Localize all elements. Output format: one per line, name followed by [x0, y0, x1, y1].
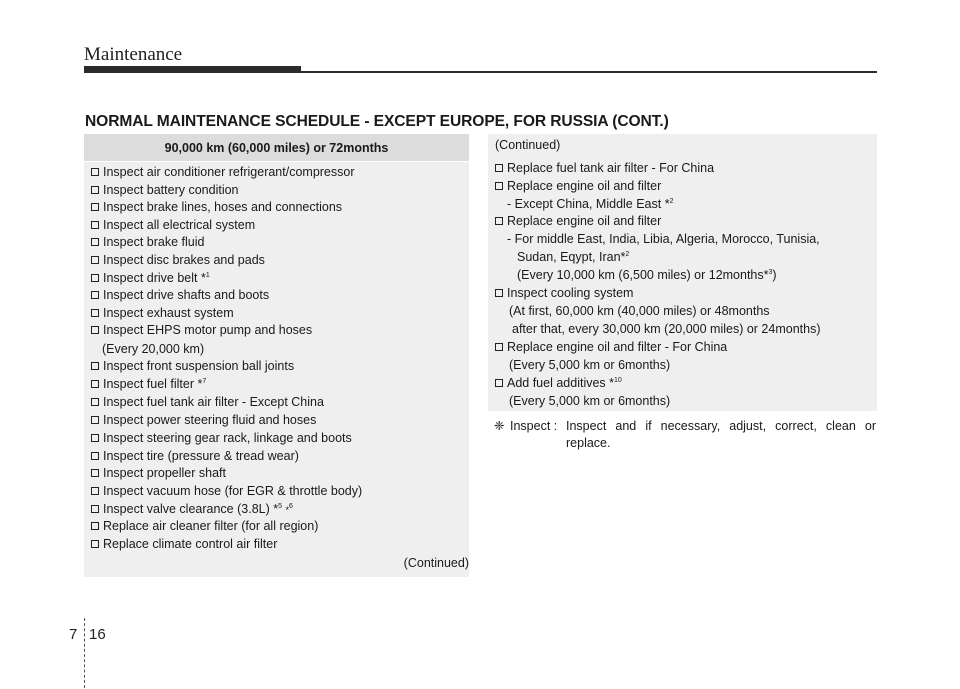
list-item	[91, 430, 352, 447]
note-text: Inspect and if necessary, adjust, correct, clean or replace.	[566, 419, 876, 450]
inspect-note	[494, 418, 876, 452]
footnote-ref: 2	[625, 251, 630, 258]
item-text: Inspect brake lines, hoses and connections	[103, 200, 343, 214]
item-text: Inspect all electrical system	[103, 218, 256, 232]
checkbox-icon	[91, 522, 99, 530]
item-text: Add fuel additives *	[507, 376, 615, 390]
item-text: Replace engine oil and filter - For China	[507, 340, 728, 354]
checkbox-icon	[91, 186, 99, 194]
header-rule-thick	[84, 66, 301, 73]
list-item	[91, 322, 312, 339]
item-text: Replace climate control air filter	[103, 537, 278, 551]
item-text: Inspect propeller shaft	[103, 466, 226, 480]
checkbox-icon	[91, 362, 99, 370]
list-subline: (Every 5,000 km or 6months)	[509, 358, 671, 372]
item-text: Inspect brake fluid	[103, 235, 205, 249]
page-number: 16	[89, 626, 106, 643]
checkbox-icon	[495, 343, 503, 351]
header-title: Maintenance	[84, 44, 183, 65]
footnote-ref: 3	[768, 269, 773, 276]
item-text: Inspect fuel filter *	[103, 377, 203, 391]
checkbox-icon	[91, 291, 99, 299]
list-subline	[517, 267, 777, 284]
footnote-ref: 6	[289, 503, 293, 510]
footnote-ref: 10	[614, 377, 622, 384]
item-text: Replace air cleaner filter (for all region)	[103, 519, 319, 533]
section-title: NORMAL MAINTENANCE SCHEDULE - EXCEPT EUROPE, FOR RUSSIA (CONT.)	[85, 113, 669, 130]
checkbox-icon	[495, 379, 503, 387]
list-item	[91, 465, 226, 482]
list-subline: (At first, 60,000 km (40,000 miles) or 48months	[509, 304, 770, 318]
list-item	[495, 213, 661, 230]
list-item	[495, 160, 714, 177]
list-item	[91, 199, 342, 216]
list-item	[91, 394, 324, 411]
item-text: Inspect drive shafts and boots	[103, 288, 270, 302]
list-item	[91, 270, 210, 287]
continued-label: (Continued)	[403, 556, 469, 570]
list-item	[91, 412, 316, 429]
checkbox-icon	[91, 487, 99, 495]
checkbox-icon	[91, 469, 99, 477]
item-text: Inspect EHPS motor pump and hoses	[103, 323, 313, 337]
item-text: Inspect front suspension ball joints	[103, 359, 295, 373]
footnote-ref: 1	[205, 272, 210, 279]
checkbox-icon	[91, 309, 99, 317]
list-subline: after that, every 30,000 km (20,000 miles) or 24months)	[512, 322, 821, 336]
checkbox-icon	[91, 238, 99, 246]
footnote-ref: 2	[669, 198, 674, 205]
list-subline	[517, 249, 629, 266]
chapter-number: 7	[69, 626, 78, 643]
checkbox-icon	[91, 221, 99, 229]
checkbox-icon	[495, 217, 503, 225]
list-item	[91, 234, 204, 251]
list-item	[91, 182, 239, 199]
item-text: Inspect drive belt *	[103, 271, 206, 285]
list-item	[91, 358, 294, 375]
item-text: (Every 10,000 km (6,500 miles) or 12months*	[517, 268, 769, 282]
item-text: )	[772, 268, 777, 282]
list-item	[91, 164, 355, 181]
list-item	[495, 285, 633, 302]
item-text: Sudan, Eqypt, Iran*	[517, 250, 626, 264]
item-text: Inspect power steering fluid and hoses	[103, 413, 317, 427]
checkbox-icon	[495, 164, 503, 172]
checkbox-icon	[91, 505, 99, 513]
item-text: Inspect air conditioner refrigerant/compressor	[103, 165, 355, 179]
checkbox-icon	[495, 182, 503, 190]
item-text: Replace engine oil and filter	[507, 179, 662, 193]
checkbox-icon	[91, 540, 99, 548]
list-item	[91, 483, 362, 500]
left-panel	[84, 162, 469, 577]
list-subline: - For middle East, India, Libia, Algeria, Morocco, Tunisia,	[507, 232, 820, 246]
list-item	[91, 501, 293, 519]
list-subline: (Every 5,000 km or 6months)	[509, 394, 671, 408]
checkbox-icon	[91, 416, 99, 424]
checkbox-icon	[91, 434, 99, 442]
continued-label: (Continued)	[495, 138, 561, 152]
list-subline	[507, 196, 673, 213]
item-text: Replace fuel tank air filter - For China	[507, 161, 715, 175]
item-text: - Except China, Middle East *	[507, 197, 670, 211]
checkbox-icon	[91, 203, 99, 211]
checkbox-icon	[91, 398, 99, 406]
note-symbol-icon: ❈	[494, 419, 505, 433]
header-rule-thin	[301, 71, 877, 73]
note-key: Inspect :	[510, 419, 558, 433]
list-item	[495, 375, 622, 392]
checkbox-icon	[91, 168, 99, 176]
checkbox-icon	[91, 326, 99, 334]
checkbox-icon	[91, 274, 99, 282]
list-item	[91, 518, 318, 535]
checkbox-icon	[91, 256, 99, 264]
right-panel	[488, 134, 877, 411]
list-item	[91, 536, 277, 553]
item-text: Inspect tire (pressure & tread wear)	[103, 449, 299, 463]
footnote-ref: 7	[202, 378, 207, 385]
list-item	[91, 305, 234, 322]
item-text: Inspect fuel tank air filter - Except China	[103, 395, 324, 409]
item-text: Inspect exhaust system	[103, 306, 234, 320]
list-item	[495, 178, 661, 195]
checkbox-icon	[495, 289, 503, 297]
list-item	[91, 252, 265, 269]
item-text: Replace engine oil and filter	[507, 214, 662, 228]
item-text: Inspect valve clearance (3.8L) *	[103, 502, 279, 516]
list-item	[91, 287, 269, 304]
footnote-star: *	[285, 505, 289, 515]
footer-divider	[84, 618, 85, 688]
item-text: Inspect vacuum hose (for EGR & throttle body)	[103, 484, 363, 498]
item-text: Inspect cooling system	[507, 286, 634, 300]
item-text: Inspect steering gear rack, linkage and boots	[103, 431, 352, 445]
footnote-ref: 5	[278, 503, 282, 510]
checkbox-icon	[91, 452, 99, 460]
list-item	[91, 376, 206, 393]
list-item	[91, 448, 299, 465]
item-text: Inspect battery condition	[103, 183, 239, 197]
item-text: Inspect disc brakes and pads	[103, 253, 265, 267]
checkbox-icon	[91, 380, 99, 388]
list-item	[495, 339, 727, 356]
interval-header: 90,000 km (60,000 miles) or 72months	[84, 134, 469, 161]
list-subline: (Every 20,000 km)	[102, 342, 205, 356]
list-item	[91, 217, 255, 234]
